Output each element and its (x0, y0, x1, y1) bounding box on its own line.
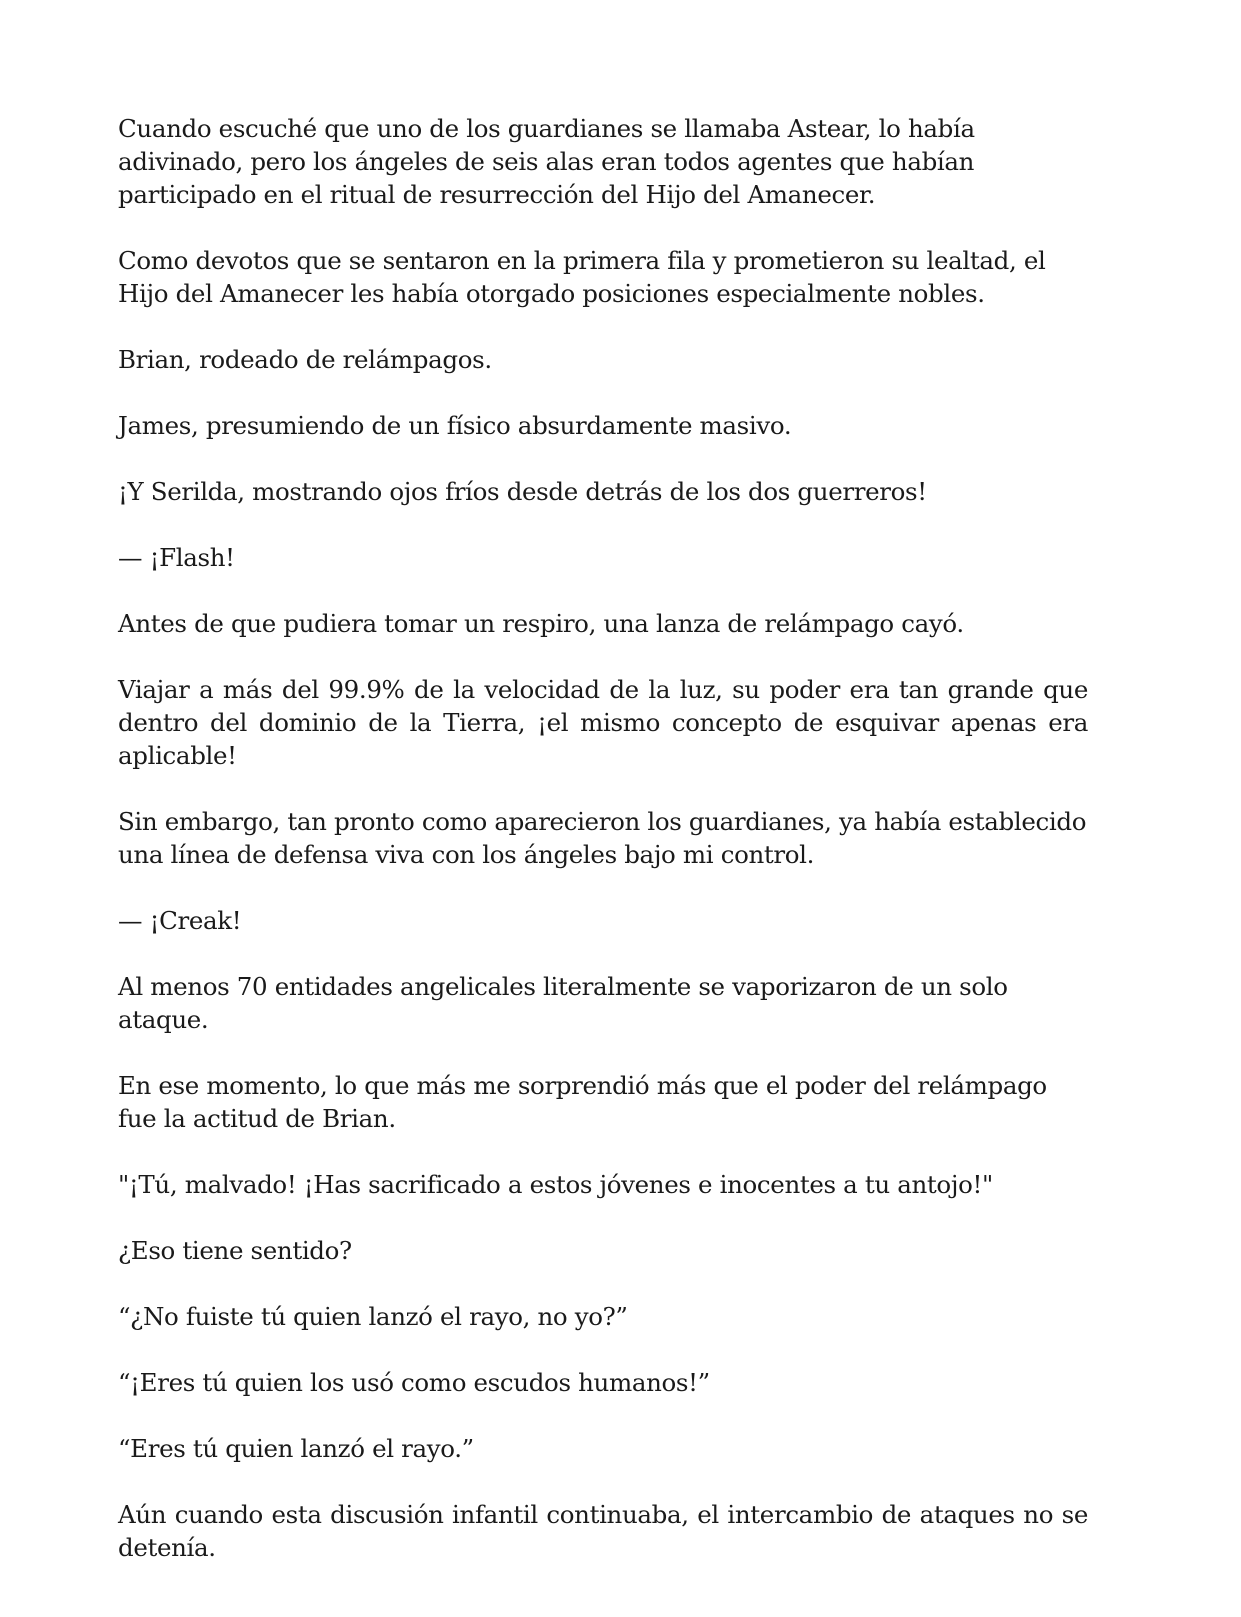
document-body (118, 112, 1088, 1597)
paragraph-3: Brian, rodeado de relámpagos. (118, 345, 492, 374)
paragraph-16: “¡Eres tú quien los usó como escudos humanos!” (118, 1368, 710, 1397)
paragraph-11: Al menos 70 entidades angelicales literalmente se vaporizaron de un solo ataque. (118, 972, 1008, 1034)
paragraph-6: — ¡Flash! (118, 543, 235, 572)
paragraph-12: En ese momento, lo que más me sorprendió más que el poder del relámpago fue la actitud de Brian. (118, 1071, 1047, 1133)
paragraph-10: — ¡Creak! (118, 906, 242, 935)
paragraph-9: Sin embargo, tan pronto como aparecieron los guardianes, ya había establecido una línea de defensa viva con los ángeles bajo mi control. (118, 807, 1087, 869)
paragraph-1: Cuando escuché que uno de los guardianes se llamaba Astear, lo había adivinado, pero los ángeles de seis alas eran todos agentes que habían participado en el ritual de resurrección del Hijo del Amanecer. (118, 114, 975, 209)
paragraph-5: ¡Y Serilda, mostrando ojos fríos desde detrás de los dos guerreros! (118, 477, 927, 506)
paragraph-8: Viajar a más del 99.9% de la velocidad de la luz, su poder era tan grande que dentro del dominio de la Tierra, ¡el mismo concepto de esquivar apenas era aplicable! (118, 675, 1088, 770)
paragraph-17: “Eres tú quien lanzó el rayo.” (118, 1434, 474, 1463)
paragraph-18: Aún cuando esta discusión infantil continuaba, el intercambio de ataques no se detenía. (118, 1500, 1088, 1562)
paragraph-4: James, presumiendo de un físico absurdamente masivo. (118, 411, 792, 440)
paragraph-14: ¿Eso tiene sentido? (118, 1236, 352, 1265)
paragraph-15: “¿No fuiste tú quien lanzó el rayo, no yo?” (118, 1302, 628, 1331)
paragraph-7: Antes de que pudiera tomar un respiro, una lanza de relámpago cayó. (118, 609, 964, 638)
paragraph-13: "¡Tú, malvado! ¡Has sacrificado a estos jóvenes e inocentes a tu antojo!" (118, 1170, 993, 1199)
paragraph-2: Como devotos que se sentaron en la primera fila y prometieron su lealtad, el Hijo del Amanecer les había otorgado posiciones especialmente nobles. (118, 246, 1046, 308)
